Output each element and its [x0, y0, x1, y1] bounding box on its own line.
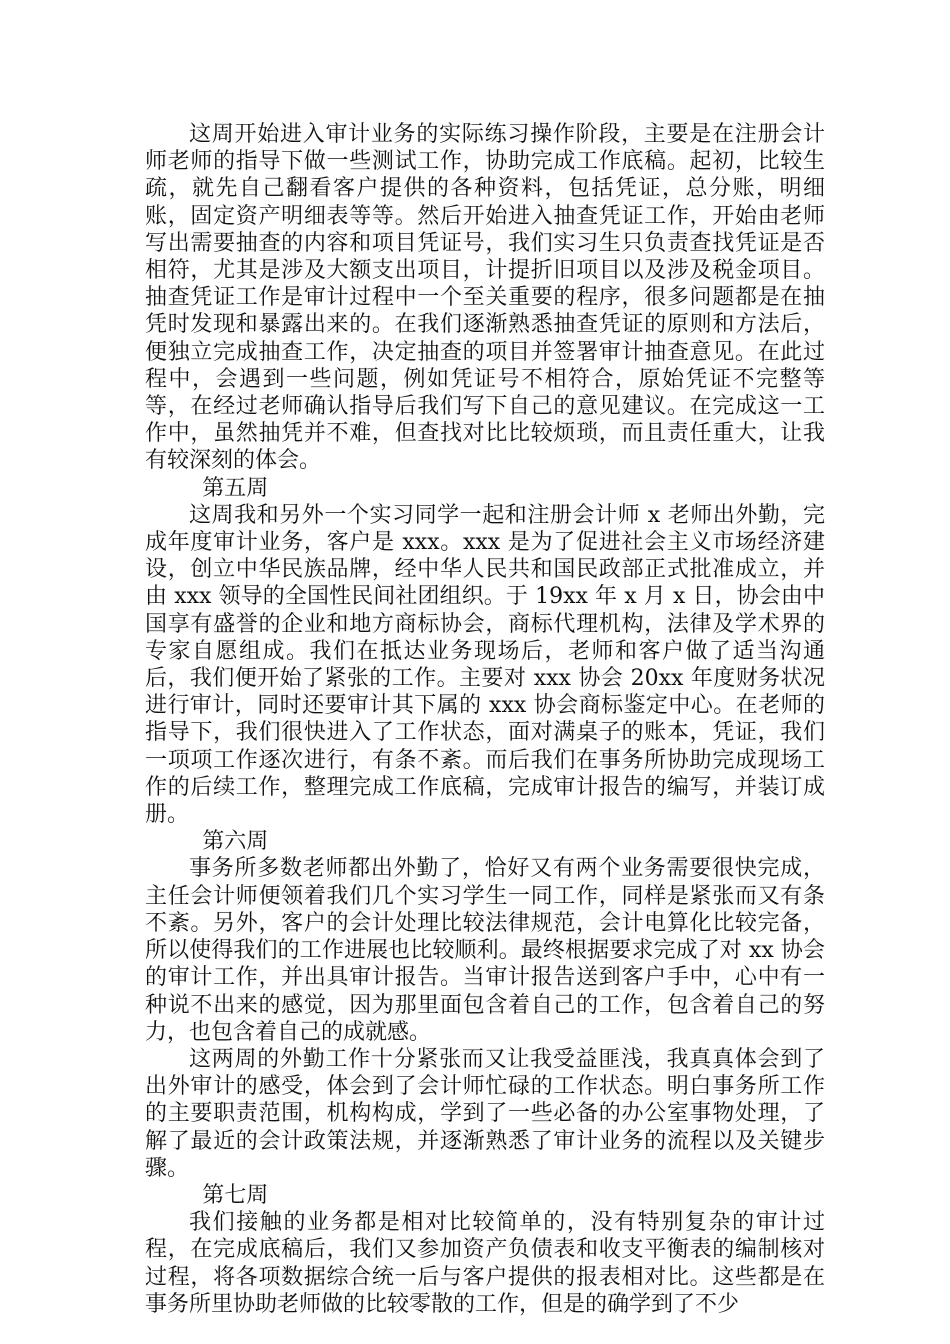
document-page: [145, 121, 825, 1318]
paragraph-week5-body: 这周我和另外一个实习同学一起和注册会计师 x 老师出外勤，完成年度审计业务，客户是 xxx。xxx 是为了促进社会主义市场经济建设，创立中华民族品牌，经中华人民共和国民政部正式批准成立，并由 xxx 领导的全国性民间社团组织。于 19xx 年 x 月 x 日，协会由中国享有盛誉的企业和地方商标协会，商标代理机构，法律及学术界的专家自愿组成。我们在抵达业务现场后，老师和客户做了适当沟通后，我们便开始了紧张的工作。主要对 xxx 协会 20xx 年度财务状况进行审计，同时还要审计其下属的 xxx 协会商标鉴定中心。在老师的指导下，我们很快进入了工作状态，面对满桌子的账本，凭证，我们一项项工作逐次进行，有条不紊。而后我们在事务所协助完成现场工作的后续工作，整理完成工作底稿，完成审计报告的编写，并装订成册。: [145, 502, 825, 828]
heading-week7: 第七周: [202, 1182, 269, 1208]
paragraph-week6-body: 事务所多数老师都出外勤了，恰好又有两个业务需要很快完成，主任会计师便领着我们几个实习学生一同工作，同样是紧张而又有条不紊。另外，客户的会计处理比较法律规范，会计电算化比较完备，所以使得我们的工作进展也比较顺利。最终根据要求完成了对 xx 协会的审计工作，并出具审计报告。当审计报告送到客户手中，心中有一种说不出来的感觉，因为那里面包含着自己的工作，包含着自己的努力，也包含着自己的成就感。: [145, 856, 825, 1045]
heading-week5: 第五周: [202, 475, 269, 501]
paragraph-week7-body: 我们接触的业务都是相对比较简单的，没有特别复杂的审计过程，在完成底稿后，我们又参加资产负债表和收支平衡表的编制核对过程，将各项数据综合统一后与客户提供的报表相对比。这些都是在事务所里协助老师做的比较零散的工作，但是的确学到了不少: [145, 1210, 825, 1317]
paragraph-week6-summary: 这两周的外勤工作十分紧张而又让我受益匪浅，我真真体会到了出外审计的感受，体会到了会计师忙碌的工作状态。明白事务所工作的主要职责范围，机构构成，学到了一些必备的办公室事物处理，了解了最近的会计政策法规，并逐渐熟悉了审计业务的流程以及关键步骤。: [145, 1046, 825, 1181]
paragraph-week4-body: 这周开始进入审计业务的实际练习操作阶段，主要是在注册会计师老师的指导下做一些测试工作，协助完成工作底稿。起初，比较生疏，就先自己翻看客户提供的各种资料，包括凭证，总分账，明细账，固定资产明细表等等。然后开始进入抽查凭证工作，开始由老师写出需要抽查的内容和项目凭证号，我们实习生只负责查找凭证是否相符，尤其是涉及大额支出项目，计提折旧项目以及涉及税金项目。抽查凭证工作是审计过程中一个至关重要的程序，很多问题都是在抽凭时发现和暴露出来的。在我们逐渐熟悉抽查凭证的原则和方法后，便独立完成抽查工作，决定抽查的项目并签署审计抽查意见。在此过程中，会遇到一些问题，例如凭证号不相符合，原始凭证不完整等等，在经过老师确认指导后我们写下自己的意见建议。在完成这一工作中，虽然抽凭并不难，但查找对比比较烦琐，而且责任重大，让我有较深刻的体会。: [145, 122, 825, 474]
heading-week6: 第六周: [202, 829, 269, 855]
